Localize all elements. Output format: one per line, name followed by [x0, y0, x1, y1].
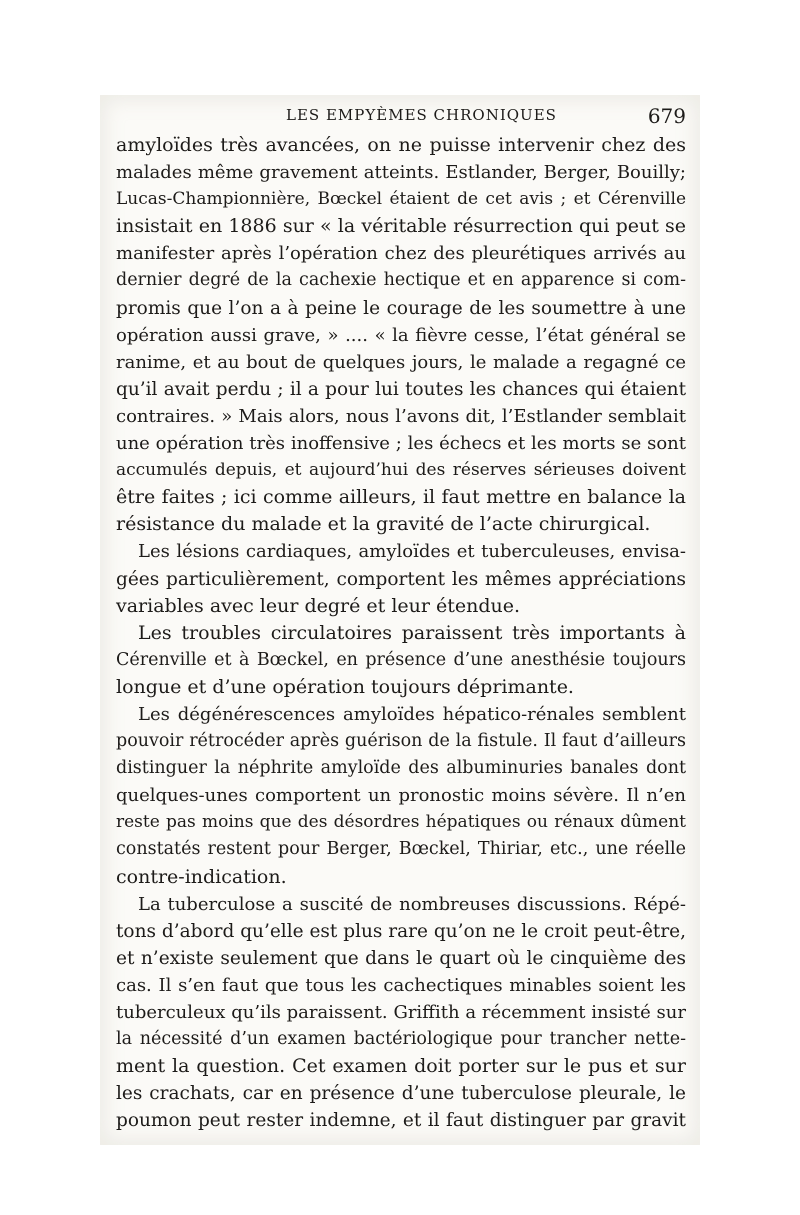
- text-line: accumulés depuis, et aujourd’hui des réserves sérieuses doivent: [116, 460, 686, 481]
- body-text: [116, 132, 686, 1134]
- text-line: Les lésions cardiaques, amyloïdes et tuberculeuses, envisa-: [138, 541, 686, 563]
- page-number: 679: [647, 104, 686, 128]
- text-line: gées particulièrement, comportent les mêmes appréciations: [116, 568, 686, 590]
- text-line: malades même gravement atteints. Estlander, Berger, Bouilly;: [116, 162, 686, 184]
- text-line: dernier degré de la cachexie hectique et en apparence si com-: [116, 270, 686, 291]
- text-line: cas. Il s’en faut que tous les cachectiques minables soient les: [116, 974, 686, 996]
- text-line: résistance du malade et la gravité de l’acte chirurgical.: [116, 513, 651, 536]
- text-line: et n’existe seulement que dans le quart où le cinquième des: [116, 947, 686, 969]
- text-line: Les dégénérescences amyloïdes hépatico-rénales semblent: [138, 703, 686, 725]
- text-line: tuberculeux qu’ils paraissent. Griffith a récemment insisté sur: [116, 1002, 686, 1023]
- text-line: contre-indication.: [116, 865, 287, 888]
- text-line: ranime, et au bout de quelques jours, le malade a regagné ce: [116, 351, 686, 373]
- page-header: [116, 104, 686, 130]
- text-line: les crachats, car en présence d’une tuberculose pleurale, le: [116, 1083, 686, 1105]
- text-line: contraires. » Mais alors, nous l’avons dit, l’Estlander semblait: [116, 405, 686, 427]
- running-title: LES EMPYÈMES CHRONIQUES: [286, 106, 557, 124]
- text-line: la nécessité d’un examen bactériologique pour trancher nette-: [116, 1029, 686, 1050]
- text-line: être faites ; ici comme ailleurs, il faut mettre en balance la: [116, 486, 686, 509]
- text-line: pouvoir rétrocéder après guérison de la fistule. Il faut d’ailleurs: [116, 731, 686, 752]
- text-line: Cérenville et à Bœckel, en présence d’une anesthésie toujours: [116, 649, 686, 670]
- text-line: reste pas moins que des désordres hépatiques ou rénaux dûment: [116, 812, 686, 833]
- text-line: promis que l’on a à peine le courage de les soumettre à une: [116, 297, 686, 319]
- text-line: poumon peut rester indemne, et il faut distinguer par gravit: [116, 1110, 686, 1132]
- text-line: quelques-unes comportent un pronostic moins sévère. Il n’en: [116, 785, 686, 807]
- text-line: Les troubles circulatoires paraissent très importants à: [138, 621, 686, 644]
- text-line: variables avec leur degré et leur étendue.: [116, 594, 521, 617]
- text-line: manifester après l’opération chez des pleurétiques arrivés au: [116, 243, 686, 265]
- text-line: ment la question. Cet examen doit porter sur le pus et sur: [116, 1055, 686, 1078]
- text-line: longue et d’une opération toujours déprimante.: [116, 675, 574, 698]
- text-line: opération aussi grave, » .... « la fièvre cesse, l’état général se: [116, 324, 686, 346]
- text-line: distinguer la néphrite amyloïde des albuminuries banales dont: [116, 758, 686, 779]
- text-line: La tuberculose a suscité de nombreuses discussions. Répé-: [138, 893, 686, 915]
- text-line: constatés restent pour Berger, Bœckel, Thiriar, etc., une réelle: [116, 839, 686, 860]
- text-line: Lucas-Championnière, Bœckel étaient de cet avis ; et Cérenville: [116, 189, 686, 210]
- text-line: qu’il avait perdu ; il a pour lui toutes les chances qui étaient: [116, 378, 686, 400]
- text-line: amyloïdes très avancées, on ne puisse intervenir chez des: [116, 134, 686, 156]
- text-line: insistait en 1886 sur « la véritable résurrection qui peut se: [116, 215, 686, 238]
- text-line: tons d’abord qu’elle est plus rare qu’on ne le croit peut-être,: [116, 920, 686, 942]
- text-line: une opération très inoffensive ; les échecs et les morts se sont: [116, 433, 686, 455]
